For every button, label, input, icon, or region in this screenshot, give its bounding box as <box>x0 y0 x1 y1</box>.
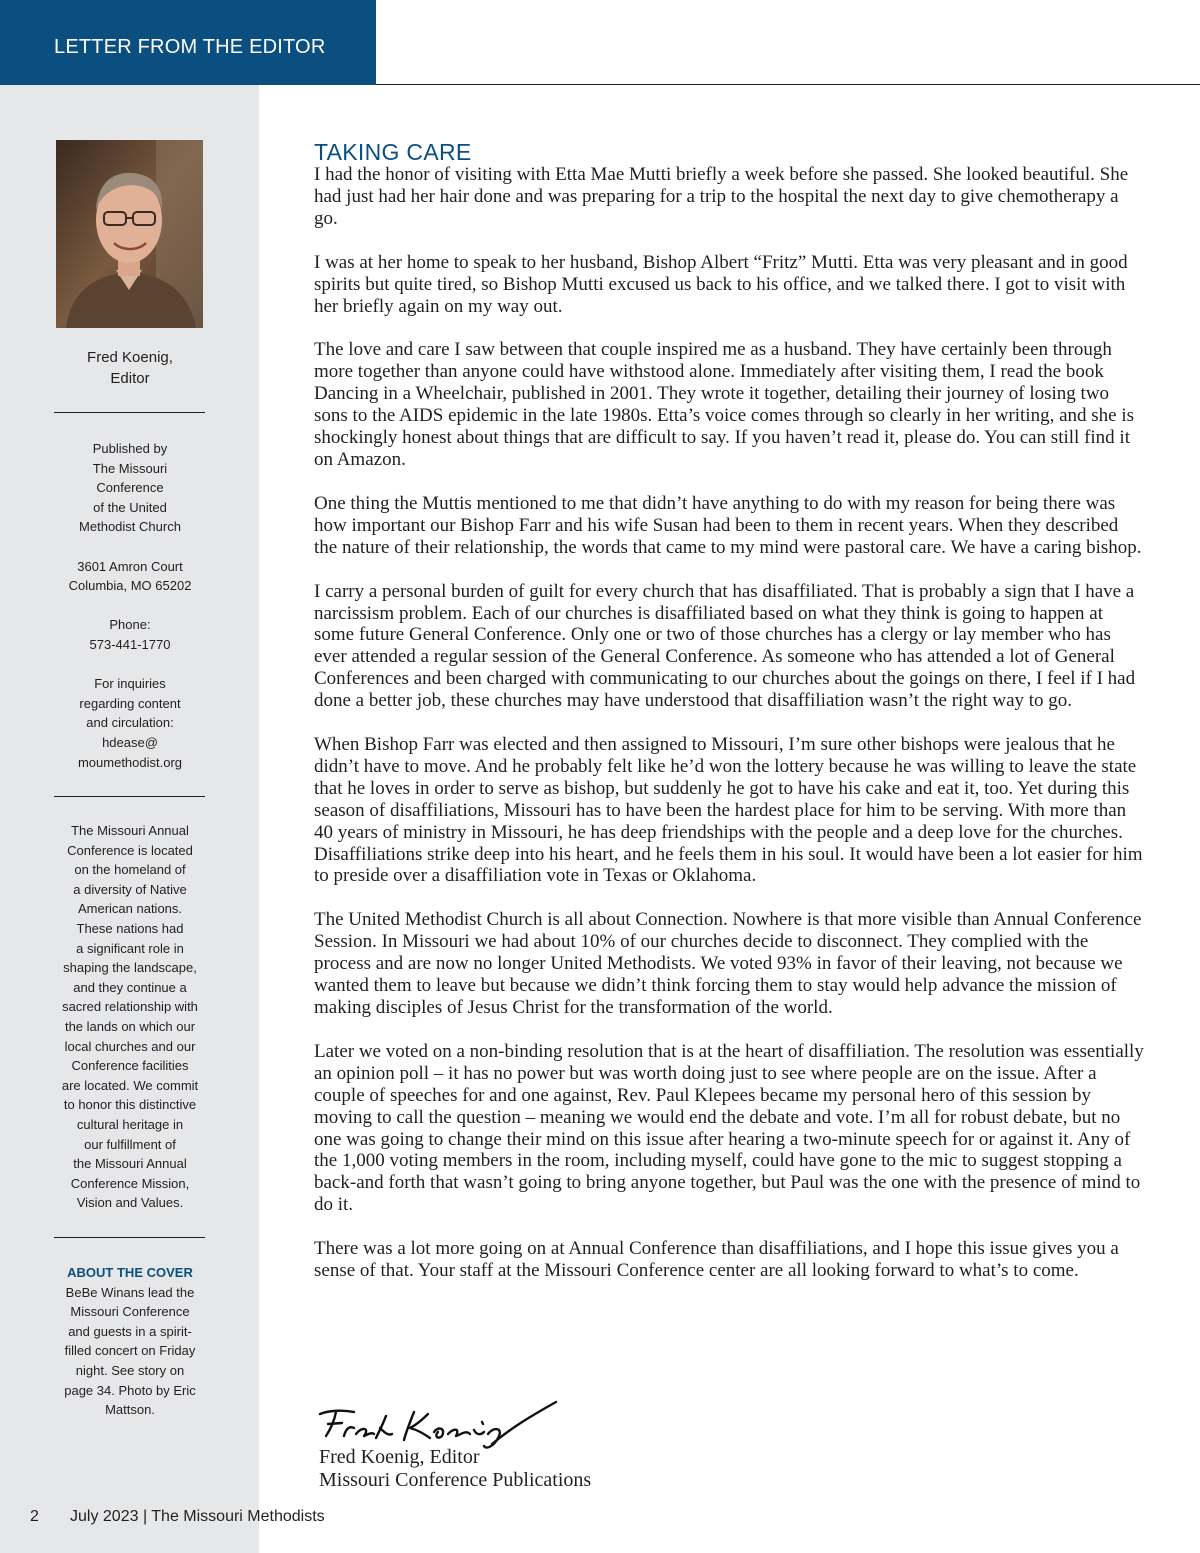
signature-name: Fred Koenig, Editor <box>319 1446 480 1468</box>
editor-name: Fred Koenig, <box>87 349 173 366</box>
inquiries-line: regarding content <box>79 695 181 711</box>
section-label: LETTER FROM THE EDITOR <box>54 36 326 58</box>
inquiries-line: For inquiries <box>94 676 166 692</box>
phone-label: Phone: <box>109 617 151 633</box>
cover-line: Mattson. <box>105 1402 155 1418</box>
cover-line: BeBe Winans lead the <box>65 1284 195 1300</box>
section-header-band <box>0 0 376 85</box>
article-paragraph: I carry a personal burden of guilt for every church that has disaffiliated. That is probably a sign that I have a narcissism problem. Each of our churches is disaffiliated based on what they think is going to happen at some future General Conference. Only one or two of those churches has a clergy or lay member who has ever attended a regular session of the General Conference. As someone who has attended a lot of General Conferences and been charged with communicating to our churches about the goings on there, I feel if I had done a better job, these churches may have understood that disaffiliation wasn’t the right way to go. <box>314 580 1136 712</box>
land-acknowledgment <box>50 821 210 1213</box>
article-paragraph: The love and care I saw between that couple inspired me as a husband. They have certainly been through more together than anyone could have withstood alone. Immediately after visiting them, I read the book Dancing in a Wheelchair, published in 2001. They wrote it together, detailing their journey of losing two sons to the AIDS epidemic in the late 1980s. Etta’s voice comes through so clearly in her writing, and she is shockingly honest about things that are difficult to say. If you haven’t read it, please do. You can still find it on Amazon. <box>314 339 1135 470</box>
land-ack-line: the Missouri Annual <box>73 1156 187 1172</box>
land-ack-line: American nations. <box>77 901 183 917</box>
footer-separator: | <box>142 1508 148 1525</box>
land-ack-line: to honor this distinctive <box>63 1097 197 1113</box>
editor-portrait-graphic <box>56 140 203 328</box>
publisher-line: The Missouri <box>92 460 168 476</box>
cover-line: filled concert on Friday <box>64 1343 196 1359</box>
land-ack-line: and they continue a <box>73 979 187 995</box>
cover-line: and guests in a spirit- <box>68 1323 192 1339</box>
land-ack-line: Vision and Values. <box>76 1195 184 1211</box>
article-paragraph: I had the honor of visiting with Etta Mae Mutti briefly a week before she passed. She looked beautiful. She had just had her hair done and was preparing for a trip to the hospital the next day to give chemotherapy a go. <box>314 164 1129 229</box>
address-line: 3601 Amron Court <box>77 558 183 574</box>
article-paragraph: I was at her home to speak to her husband, Bishop Albert “Fritz” Mutti. Etta was very pleasant and in good spirits but quite tired, so Bishop Mutti excused us back to his office, and we talked there. I got to visit with her briefly again on my way out. <box>314 251 1128 317</box>
cover-line: Missouri Conference <box>70 1304 190 1320</box>
land-ack-line: local churches and our <box>64 1038 196 1054</box>
sidebar-divider <box>54 796 205 797</box>
cover-line: night. See story on <box>75 1362 185 1378</box>
page-number: 2 <box>30 1508 39 1525</box>
editor-photo <box>56 140 203 328</box>
editor-signature <box>316 1398 561 1452</box>
cover-line: page 34. Photo by Eric <box>64 1382 196 1398</box>
article-paragraph: Later we voted on a non-binding resolution that is at the heart of disaffiliation. The resolution was essentially an opinion poll – it has no power but was worth doing just to see where people are on the issue. After a couple of speeches for and one against, Rev. Paul Klepees became my personal hero of this session by moving to call the question – meaning we would end the debate and vote. I’m all for robust debate, but no one was going to change their mind on this issue after hearing a two-minute speech for or against it. Any of the 1,000 voting members in the room, including myself, could have gone to the mic to suggest stopping a back-and forth that wasn’t going to bring anyone together, but Paul was the one with the presence of mind to do it. <box>314 1040 1144 1216</box>
editor-title: Editor <box>110 370 150 387</box>
article-title: TAKING CARE <box>314 139 472 165</box>
header-rule <box>376 84 1200 85</box>
land-ack-line: Conference Mission, <box>70 1175 190 1191</box>
publisher-info <box>50 439 210 772</box>
publisher-line: Methodist Church <box>79 519 181 535</box>
land-ack-line: the lands on which our <box>64 1018 196 1034</box>
land-ack-line: a significant role in <box>76 940 184 956</box>
land-ack-line: These nations had <box>76 920 184 936</box>
article-paragraph: There was a lot more going on at Annual Conference than disaffiliations, and I hope this issue gives you a sense of that. Your staff at the Missouri Conference center are all looking forward to what’s to come. <box>314 1238 1119 1282</box>
land-ack-line: our fulfillment of <box>84 1136 176 1152</box>
about-the-cover <box>50 1263 210 1420</box>
signature-block <box>319 1446 591 1492</box>
land-ack-line: are located. We commit <box>61 1077 199 1093</box>
sidebar-divider <box>54 412 205 413</box>
inquiries-line: and circulation: <box>86 715 174 731</box>
signature-organization: Missouri Conference Publications <box>319 1469 592 1491</box>
land-ack-line: Conference facilities <box>71 1058 189 1074</box>
land-ack-line: The Missouri Annual <box>71 823 189 838</box>
address-line: Columbia, MO 65202 <box>68 578 192 594</box>
land-ack-line: on the homeland of <box>74 862 186 878</box>
editor-caption <box>50 347 210 389</box>
land-ack-line: sacred relationship with <box>62 999 198 1015</box>
inquiries-email-line[interactable]: hdease@ <box>102 734 158 750</box>
article-paragraph: One thing the Muttis mentioned to me that didn’t have anything to do with my reason for being there was how important our Bishop Farr and his wife Susan had been to them in recent years. When they described the nature of their relationship, the words that came to my mind were pastoral care. We have a caring bishop. <box>314 492 1142 558</box>
issue-date: July 2023 <box>70 1508 139 1525</box>
land-ack-line: cultural heritage in <box>76 1116 184 1132</box>
land-ack-line: a diversity of Native <box>73 881 187 897</box>
article <box>314 140 1144 1304</box>
signature-graphic <box>316 1398 561 1452</box>
publisher-line: Conference <box>96 480 164 496</box>
phone-number: 573-441-1770 <box>89 636 171 652</box>
publication-name: The Missouri Methodists <box>151 1508 325 1525</box>
page-footer <box>30 1508 325 1526</box>
article-paragraph: When Bishop Farr was elected and then assigned to Missouri, I’m sure other bishops were jealous that he didn’t have to move. And he probably felt like he’d won the lottery because he was willing to leave the state that he loves in order to serve as bishop, but suddenly he got to have his cake and eat it, too. Yet during this season of disaffiliations, Missouri has to have been the hardest place for him to be serving. With more than 40 years of ministry in Missouri, he has deep friendships with the people and a deep love for the churches. Disaffiliations strike deep into his heart, and he feels them in his soul. It would have been a lot easier for him to preside over a disaffiliation vote in Texas or Oklahoma. <box>314 734 1143 887</box>
land-ack-line: shaping the landscape, <box>63 960 197 976</box>
inquiries-email-line[interactable]: moumethodist.org <box>77 754 183 770</box>
land-ack-line: Conference is located <box>67 842 193 858</box>
sidebar-divider <box>54 1237 205 1238</box>
cover-heading: ABOUT THE COVER <box>67 1265 193 1280</box>
publisher-line: Published by <box>92 441 168 456</box>
publisher-line: of the United <box>93 499 167 515</box>
article-paragraph: The United Methodist Church is all about Connection. Nowhere is that more visible than Annual Conference Session. In Missouri we had about 10% of our churches decide to disconnect. They complied with the process and are now no longer United Methodists. We voted 93% in favor of their leaving, not because we wanted them to leave but because we didn’t think forcing them to stay would help advance the mission of making disciples of Jesus Christ for the transformation of the world. <box>314 909 1142 1018</box>
